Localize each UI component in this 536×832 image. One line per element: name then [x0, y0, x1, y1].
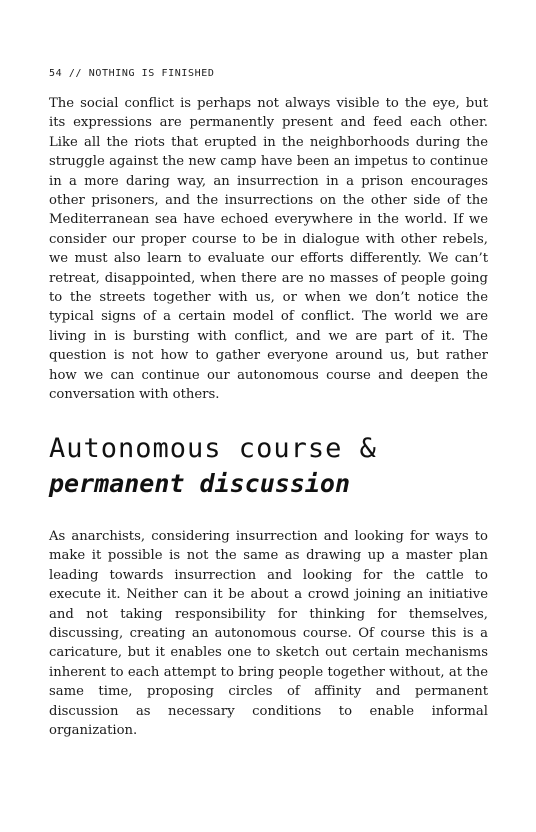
body-paragraph-1: The social conflict is perhaps not always visible to the eye, but its expressions are permanently present and feed each other. Like all the riots that erupted in the neighborhoods during the struggle against the new camp have been an impetus to continue in a more daring way, an insurrection in a prison encourages other prisoners, and the insurrections on the other side of the Mediterranean sea have echoed everywhere in the world. If we consider our proper course to be in dialogue with other rebels, we must also learn to evaluate our efforts differently. We can’t retreat, disappointed, when there are no masses of people going to the streets together with us, or when we don’t notice the typical signs of a certain model of conflict. The world we are living in is bursting with conflict, and we are part of it. The question is not how to gather everyone around us, but rather how we can continue our autonomous course and deepen the conversation with others.	[49, 96, 488, 403]
section-heading-line-2: permanent discussion	[49, 469, 351, 498]
body-paragraph-2: As anarchists, considering insurrection and looking for ways to make it possible is not the same as drawing up a master plan leading towards insurrection and looking for the cattle to execute it. Neither can it be about a crowd joining an initiative and not taking responsibility for thinking for themselves, discussing, creating an autonomous course. Of course this is a caricature, but it enables one to sketch out certain mechanisms inherent to each attempt to bring people together without, at the same time, proposing circles of affinity and permanent discussion as necessary conditions to enable informal organization.	[49, 529, 488, 739]
running-header: 54 // NOTHING IS FINISHED	[49, 68, 215, 79]
section-heading	[49, 432, 488, 502]
section-heading-line-1: Autonomous course &	[49, 433, 377, 464]
